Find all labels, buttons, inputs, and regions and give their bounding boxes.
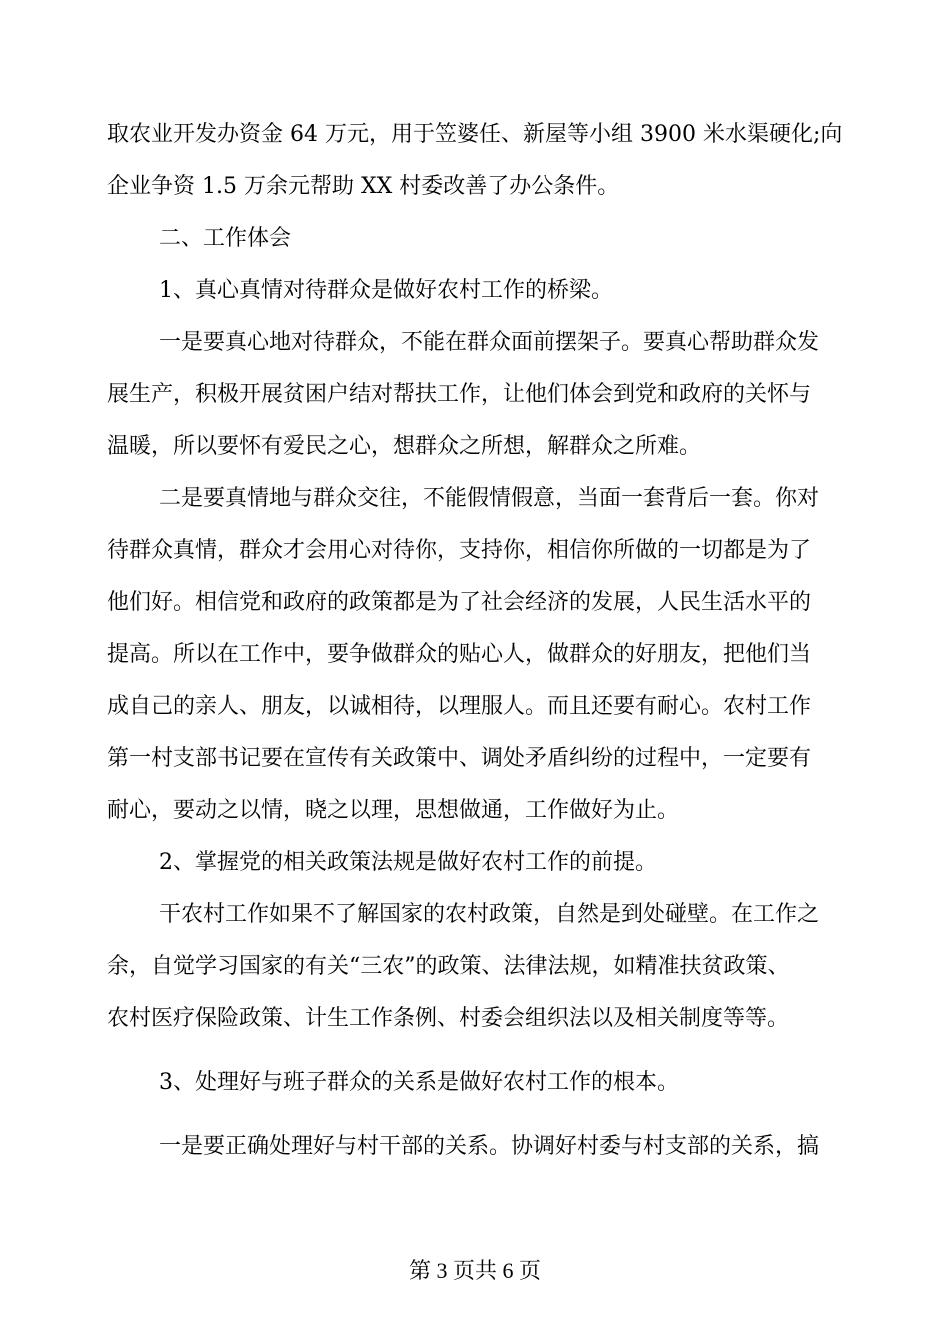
body-line-7: 温暖，所以要怀有爱民之心，想群众之所想，解群众之所难。 xyxy=(107,434,702,459)
page-number-footer: 第 3 页共 6 页 xyxy=(408,1258,541,1283)
body-line-9: 待群众真情，群众才会用心对待你，支持你，相信你所做的一切都是为了 xyxy=(107,538,812,563)
body-line-14: 耐心，要动之以情，晓之以理，思想做通，工作做好为止。 xyxy=(107,798,680,823)
subheading-1: 1、真心真情对待群众是做好农村工作的桥梁。 xyxy=(159,278,613,303)
body-line-13: 第一村支部书记要在宣传有关政策中、调处矛盾纠纷的过程中，一定要有 xyxy=(107,746,812,771)
body-line-20: 一是要正确处理好与村干部的关系。协调好村委与村支部的关系，搞 xyxy=(159,1134,820,1159)
body-line-5: 一是要真心地对待群众，不能在群众面前摆架子。要真心帮助群众发 xyxy=(159,330,820,355)
body-line-16: 干农村工作如果不了解国家的农村政策，自然是到处碰壁。在工作之 xyxy=(159,902,820,927)
body-line-12: 成自己的亲人、朋友，以诚相待，以理服人。而且还要有耐心。农村工作 xyxy=(107,694,812,719)
subheading-2: 2、掌握党的相关政策法规是做好农村工作的前提。 xyxy=(159,850,657,875)
body-line-1: 取农业开发办资金 64 万元，用于笠婆任、新屋等小组 3900 米水渠硬化;向 xyxy=(107,122,843,147)
body-line-17: 余，自觉学习国家的有关“三农”的政策、法律法规，如精准扶贫政策、 xyxy=(107,954,790,979)
body-line-2: 企业争资 1.5 万余元帮助 XX 村委改善了办公条件。 xyxy=(107,174,620,199)
section-heading: 二、工作体会 xyxy=(159,226,292,251)
subheading-3: 3、处理好与班子群众的关系是做好农村工作的根本。 xyxy=(159,1070,679,1095)
body-line-10: 他们好。相信党和政府的政策都是为了社会经济的发展，人民生活水平的 xyxy=(107,590,812,615)
body-line-11: 提高。所以在工作中，要争做群众的贴心人，做群众的好朋友，把他们当 xyxy=(107,642,812,667)
body-line-18: 农村医疗保险政策、计生工作条例、村委会组织法以及相关制度等等。 xyxy=(107,1006,790,1031)
body-line-8: 二是要真情地与群众交往，不能假情假意，当面一套背后一套。你对 xyxy=(159,486,820,511)
body-line-6: 展生产，积极开展贫困户结对帮扶工作，让他们体会到党和政府的关怀与 xyxy=(107,382,812,407)
